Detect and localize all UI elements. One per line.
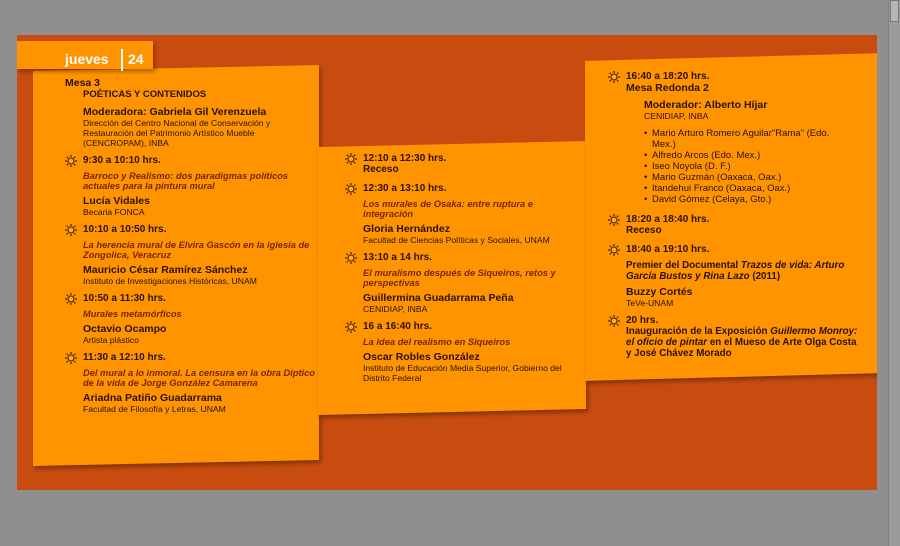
participant-list (626, 128, 868, 205)
speaker: Octavio Ocampo (83, 323, 167, 335)
theme-title: POÉTICAS Y CONTENIDOS (83, 89, 207, 100)
list-item: • Alfredo Arcos (Edo. Mex.) (644, 150, 868, 161)
column-left (65, 77, 315, 414)
session-title: Del mural a lo inmoral. La censura en la obra Díptico de la vida de Jorge González Camarena (83, 368, 315, 388)
column-right (608, 71, 868, 359)
session-time: 16 a 16:40 hrs. (345, 321, 585, 332)
session-time: 9:30 a 10:10 hrs. (65, 155, 315, 166)
premiere-time: 18:40 a 19:10 hrs. (608, 244, 868, 255)
sun-icon (608, 71, 620, 83)
day-label: jueves (65, 51, 109, 67)
sun-icon (65, 352, 77, 364)
column-middle (345, 153, 585, 383)
recess-label: Receso (626, 225, 662, 236)
sun-icon (65, 155, 77, 167)
session-time: 10:50 a 11:30 hrs. (65, 293, 315, 304)
round-table-title: Mesa Redonda 2 (626, 82, 709, 94)
day-tab (17, 41, 153, 69)
sun-icon (345, 183, 357, 195)
sun-icon (608, 214, 620, 226)
speaker-affiliation: Artista plástico (83, 335, 139, 345)
scrollbar[interactable] (888, 0, 900, 546)
day-number: 24 (128, 51, 144, 67)
sun-icon (65, 224, 77, 236)
speaker-affiliation: Instituto de Investigaciones Históricas, UNAM (83, 276, 257, 286)
speaker: Oscar Robles González (363, 351, 480, 363)
sun-icon (345, 153, 357, 165)
speaker: Mauricio César Ramírez Sánchez (83, 264, 248, 276)
moderator: Moderadora: Gabriela Gil Verenzuela (83, 106, 267, 118)
speaker-affiliation: CENIDIAP, INBA (363, 304, 428, 314)
speaker: Buzzy Cortés (626, 286, 693, 298)
speaker: Gloria Hernández (363, 223, 450, 235)
session-time: 13:10 a 14 hrs. (345, 252, 585, 263)
moderator: Moderador: Alberto Híjar (644, 99, 768, 111)
mesa-title: Mesa 3 (65, 77, 101, 89)
sun-icon (345, 252, 357, 264)
moderator-affiliation: CENIDIAP, INBA (644, 111, 709, 121)
sun-icon (608, 315, 620, 327)
scrollbar-thumb[interactable] (890, 0, 899, 22)
sun-icon (65, 293, 77, 305)
list-item: • Itandehui Franco (Oaxaca, Oax.) (644, 183, 868, 194)
exhibition-title: Guillermo Monroy: el oficio de pintar (626, 326, 858, 348)
recess-time: 18:20 a 18:40 hrs. (608, 214, 868, 225)
premiere-film-title: Trazos de vida: Arturo García Bustos y Rina Lazo (626, 260, 845, 282)
session-title: La herencia mural de Elvira Gascón en la iglesia de Zongolica, Veracruz (83, 240, 310, 260)
exhibition-description: Inauguración de la Exposición Guillermo Monroy: el oficio de pintar en el Mueso de Arte Olga Costa y José Chávez Morado (626, 326, 858, 359)
list-item: • Mario Guzmán (Oaxaca, Oax.) (644, 172, 868, 183)
round-table-time: 16:40 a 18:20 hrs. (608, 71, 868, 82)
speaker-affiliation: Facultad de Filosofía y Letras, UNAM (83, 404, 226, 414)
list-item: • David Gómez (Celaya, Gto.) (644, 194, 868, 205)
session-title: Barroco y Realismo: dos paradigmas políticos actuales para la pintura mural (83, 171, 289, 191)
speaker-affiliation: Facultad de Ciencias Políticas y Sociales, UNAM (363, 235, 550, 245)
sun-icon (345, 321, 357, 333)
speaker: Guillermina Guadarrama Peña (363, 292, 514, 304)
list-item: • Mario Arturo Romero Aguilar"Rama" (Edo. Mex.) (644, 128, 842, 150)
speaker: Lucía Vidales (83, 195, 150, 207)
speaker-affiliation: TeVe-UNAM (626, 298, 674, 308)
recess-label: Receso (363, 164, 399, 175)
exhibition-time: 20 hrs. (608, 315, 868, 326)
sun-icon (608, 244, 620, 256)
premiere-description: Premier del Documental Trazos de vida: Arturo García Bustos y Rina Lazo (2011) (626, 260, 845, 282)
session-title: Los murales de Osaka: entre ruptura e integración (363, 199, 533, 219)
session-title: La idea del realismo en Siqueiros (363, 337, 511, 347)
program-board (17, 35, 877, 490)
session-time: 12:30 a 13:10 hrs. (345, 183, 585, 194)
session-title: Murales metamórficos (83, 309, 182, 319)
session-title: El muralismo después de Siqueiros, retos y perspectivas (363, 268, 556, 288)
list-item: • Iseo Noyola (D. F.) (644, 161, 868, 172)
session-time: 11:30 a 12:10 hrs. (65, 352, 315, 363)
speaker: Ariadna Patiño Guadarrama (83, 392, 222, 404)
recess-time: 12:10 a 12:30 hrs. (345, 153, 585, 164)
tab-divider (121, 49, 123, 71)
moderator-affiliation: Dirección del Centro Nacional de Conservación y Restauración del Patrimonio Artístico Mueble (CENCROPAM), INBA (83, 118, 271, 148)
speaker-affiliation: Instituto de Educación Media Superior, Gobierno del Distrito Federal (363, 363, 562, 383)
session-time: 10:10 a 10:50 hrs. (65, 224, 315, 235)
speaker-affiliation: Becaria FONCA (83, 207, 145, 217)
